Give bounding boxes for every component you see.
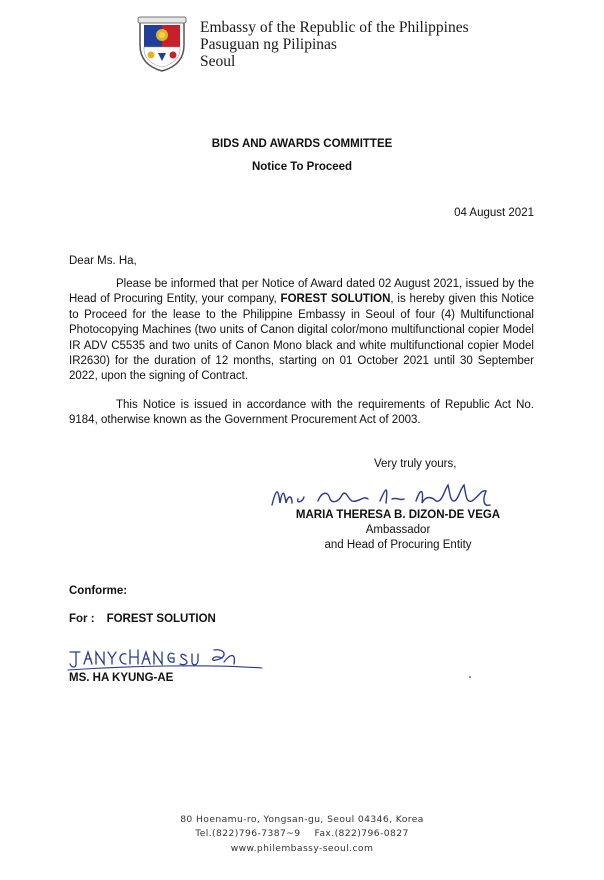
- letterhead-line-pasuguan: Pasuguan ng Pilipinas: [200, 36, 337, 53]
- ambassador-signature: [268, 481, 528, 511]
- signatory-title: Ambassador: [365, 524, 431, 536]
- signatory-role: and Head of Procuring Entity: [324, 539, 472, 551]
- letterhead-line-embassy: Embassy of the Republic of the Philippines: [200, 19, 469, 36]
- footer: [0, 813, 604, 856]
- company-name: FOREST SOLUTION: [280, 293, 391, 306]
- philippine-coat-of-arms-icon: [136, 15, 188, 72]
- footer-tel: Tel.(822)796-7387~9: [195, 828, 301, 840]
- body-paragraph-2: [69, 398, 534, 429]
- conforme-company: FOREST SOLUTION: [106, 613, 216, 625]
- paragraph-2-text: This Notice is issued in accordance with the requirements of Republic Act No. 9184, otherwise known as the Government Procurement Act of 2003.: [69, 399, 534, 427]
- salutation: Dear Ms. Ha,: [69, 255, 137, 267]
- footer-contacts: [0, 827, 604, 841]
- closing: Very truly yours,: [374, 458, 457, 470]
- footer-website: www.philembassy-seoul.com: [230, 842, 374, 854]
- body-paragraph-1: [69, 277, 534, 385]
- conforme-label: Conforme:: [69, 585, 128, 597]
- signatory-name: MARIA THERESA B. DIZON-DE VEGA: [295, 509, 501, 521]
- stray-dot: [469, 676, 471, 678]
- letterhead: [200, 19, 469, 70]
- conforme-name: MS. HA KYUNG-AE: [69, 672, 174, 684]
- paragraph-1-text-a: Please be informed that per Notice of Award dated 02 August 2021, issued by the Head of Procuring Entity, your company,: [69, 278, 534, 306]
- committee-heading: BIDS AND AWARDS COMMITTEE: [211, 138, 393, 150]
- for-line: [69, 613, 216, 625]
- footer-fax: Fax.(822)796-0827: [314, 828, 409, 840]
- for-label: For :: [69, 613, 95, 625]
- notice-title: Notice To Proceed: [251, 161, 353, 173]
- footer-address: 80 Hoenamu-ro, Yongsan-gu, Seoul 04346, Korea: [180, 814, 424, 825]
- letterhead-line-city: Seoul: [200, 53, 236, 70]
- letter-date: 04 August 2021: [454, 207, 534, 219]
- paragraph-1-text-b: , is hereby given this Notice to Proceed for the lease to the Philippine Embassy in Seoul of four (4) Multifunctional Photocopying Machines (two units of Canon digital color/mono multifunctional copier Model IR ADV C5535 and two units of Canon Mono black and white multifunctional copier Model IR2630) for the duration of 12 months, starting on 01 October 2021 until 30 September 2022, upon the signing of Contract.: [69, 293, 535, 383]
- signatory-block: [283, 508, 513, 553]
